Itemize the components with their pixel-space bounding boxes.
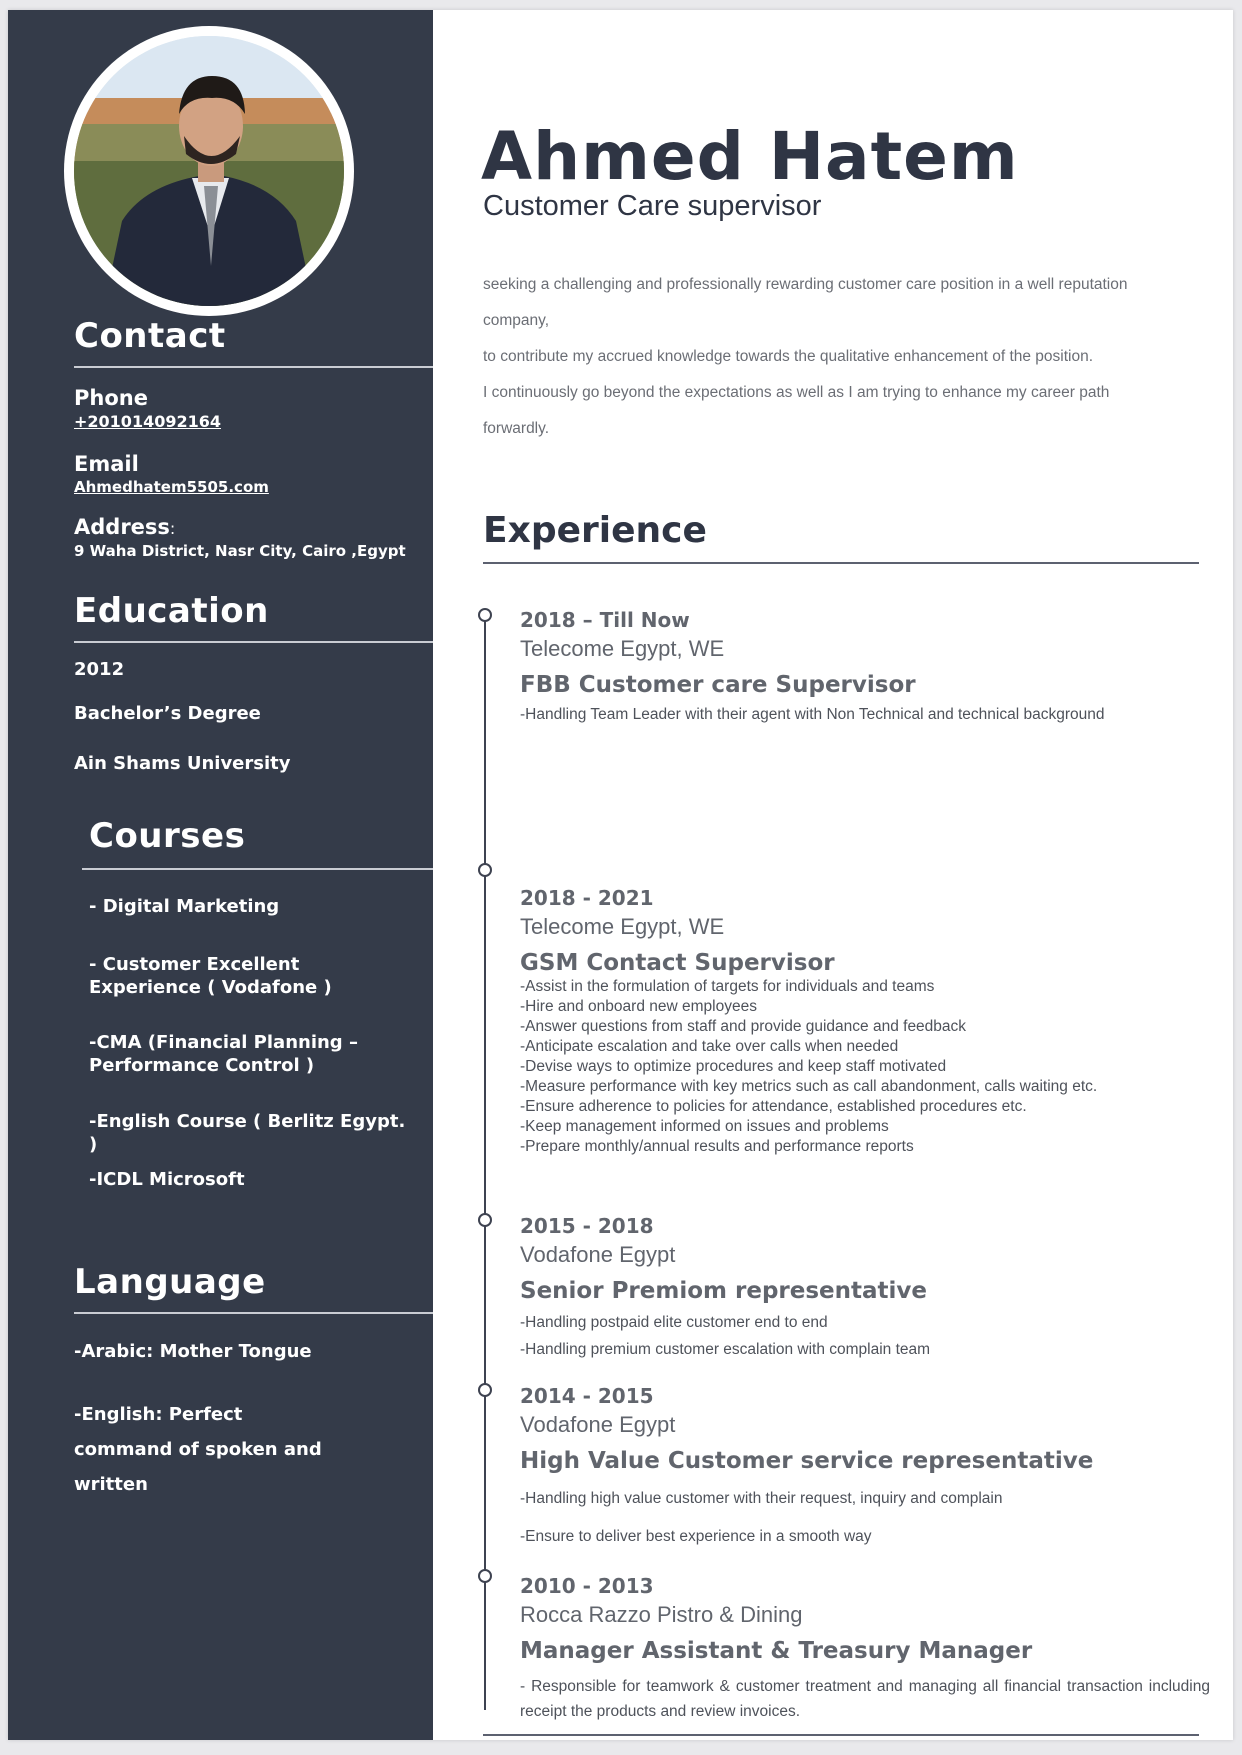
experience-duty-list xyxy=(520,977,1210,1157)
bottom-divider xyxy=(483,1734,1199,1736)
language-heading: Language xyxy=(74,1262,266,1302)
education-heading: Education xyxy=(74,591,269,631)
profile-photo xyxy=(74,36,344,306)
education-divider xyxy=(74,641,433,643)
experience-duty: -Ensure adherence to policies for attendance, established procedures etc. xyxy=(520,1098,1027,1115)
address-label-text: Address xyxy=(74,515,170,539)
resume-page xyxy=(8,10,1233,1740)
experience-company: Vodafone Egypt xyxy=(520,1242,676,1267)
timeline-dot xyxy=(478,1213,492,1227)
email-label: Email xyxy=(74,452,139,476)
experience-dates: 2010 - 2013 xyxy=(520,1574,654,1598)
language-divider xyxy=(74,1312,433,1314)
timeline-line xyxy=(484,616,486,1710)
summary-line: seeking a challenging and professionally rewarding customer care position in a well reputation xyxy=(483,276,1128,293)
experience-role: Manager Assistant & Treasury Manager xyxy=(520,1638,1033,1664)
experience-dates: 2014 - 2015 xyxy=(520,1384,654,1408)
timeline-dot xyxy=(478,1569,492,1583)
address-value: 9 Waha District, Nasr City, Cairo ,Egypt xyxy=(74,542,406,560)
sidebar xyxy=(8,10,433,1740)
experience-duty: -Measure performance with key metrics such as call abandonment, calls waiting etc. xyxy=(520,1078,1098,1095)
summary-line: company, xyxy=(483,312,550,329)
experience-company: Telecome Egypt, WE xyxy=(520,914,725,939)
phone-link[interactable]: +201014092164 xyxy=(74,412,221,431)
email-link[interactable]: Ahmedhatem5505.com xyxy=(74,478,269,496)
candidate-name: Ahmed Hatem xyxy=(481,118,1019,195)
profile-photo-frame xyxy=(64,26,354,316)
experience-dates: 2018 – Till Now xyxy=(520,608,690,632)
experience-duty: -Handling postpaid elite customer end to end xyxy=(520,1314,828,1331)
timeline-dot xyxy=(478,1383,492,1397)
experience-item xyxy=(520,1574,1210,1724)
experience-dates: 2018 - 2021 xyxy=(520,886,654,910)
job-title: Customer Care supervisor xyxy=(483,190,822,222)
summary-line: I continuously go beyond the expectations as well as I am trying to enhance my career path xyxy=(483,384,1110,401)
education-year: 2012 xyxy=(74,659,125,680)
experience-duty: -Handling Team Leader with their agent with Non Technical and technical background xyxy=(520,706,1105,723)
address-label xyxy=(74,515,175,539)
experience-company: Vodafone Egypt xyxy=(520,1412,676,1437)
experience-role: High Value Customer service representative xyxy=(520,1448,1094,1474)
person-portrait-icon xyxy=(74,36,344,306)
experience-role: FBB Customer care Supervisor xyxy=(520,672,916,698)
experience-dates: 2015 - 2018 xyxy=(520,1214,654,1238)
main-content xyxy=(433,10,1233,1740)
education-university: Ain Shams University xyxy=(74,753,291,774)
experience-company: Telecome Egypt, WE xyxy=(520,636,725,661)
language-item: -English: Perfect command of spoken and written xyxy=(74,1404,322,1495)
experience-duty: -Handling high value customer with their request, inquiry and complain xyxy=(520,1490,1003,1507)
experience-duty: -Handling premium customer escalation with complain team xyxy=(520,1341,931,1358)
address-colon: : xyxy=(169,519,176,538)
experience-duty: -Answer questions from staff and provide guidance and feedback xyxy=(520,1018,967,1035)
experience-duty: -Assist in the formulation of targets for individuals and teams xyxy=(520,978,935,995)
course-item: -CMA (Financial Planning – Performance Control ) xyxy=(89,1032,358,1076)
summary-line: forwardly. xyxy=(483,420,550,437)
experience-duty: -Hire and onboard new employees xyxy=(520,998,757,1015)
experience-role: GSM Contact Supervisor xyxy=(520,950,835,976)
experience-duty: -Keep management informed on issues and problems xyxy=(520,1118,889,1135)
course-item: -English Course ( Berlitz Egypt. ) xyxy=(89,1111,406,1155)
experience-item xyxy=(520,886,1210,1157)
experience-item xyxy=(520,1214,1210,1359)
summary-line: to contribute my accrued knowledge towards the qualitative enhancement of the position. xyxy=(483,348,1094,365)
experience-heading: Experience xyxy=(483,510,707,551)
experience-duty: - Responsible for teamwork & customer treatment and managing all financial transaction including receipt the products and review invoices. xyxy=(520,1678,1210,1720)
experience-company: Rocca Razzo Pistro & Dining xyxy=(520,1602,803,1627)
experience-item xyxy=(520,608,1210,724)
timeline-dot xyxy=(478,608,492,622)
experience-duty: -Prepare monthly/annual results and performance reports xyxy=(520,1138,914,1155)
course-item: - Customer Excellent Experience ( Vodafone ) xyxy=(89,954,332,998)
experience-duty: -Devise ways to optimize procedures and keep staff motivated xyxy=(520,1058,947,1075)
experience-duty: -Ensure to deliver best experience in a smooth way xyxy=(520,1528,872,1545)
experience-duty: -Anticipate escalation and take over calls when needed xyxy=(520,1038,899,1055)
education-degree: Bachelor’s Degree xyxy=(74,703,261,724)
course-item: - Digital Marketing xyxy=(89,896,280,917)
language-item: -Arabic: Mother Tongue xyxy=(74,1341,312,1362)
phone-label: Phone xyxy=(74,386,148,410)
experience-role: Senior Premiom representative xyxy=(520,1278,927,1304)
courses-heading: Courses xyxy=(89,816,246,856)
experience-divider xyxy=(483,562,1199,564)
courses-divider xyxy=(82,868,433,870)
contact-heading: Contact xyxy=(74,316,226,356)
contact-divider xyxy=(74,366,433,368)
course-item: -ICDL Microsoft xyxy=(89,1169,245,1190)
timeline-dot xyxy=(478,863,492,877)
experience-item xyxy=(520,1384,1210,1546)
